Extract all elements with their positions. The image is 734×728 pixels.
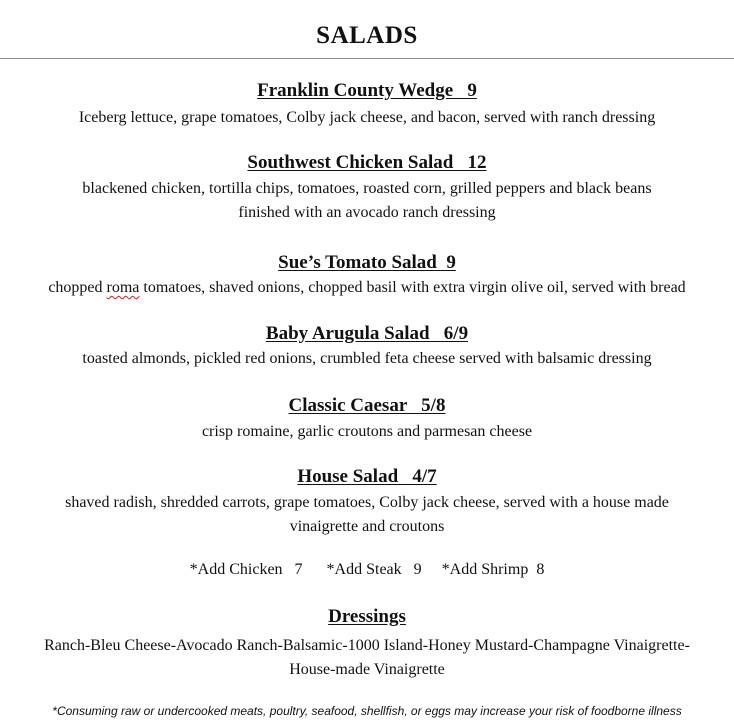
desc-text: chopped	[48, 279, 107, 296]
item-desc-baby-arugula-salad: toasted almonds, pickled red onions, crumbled feta cheese served with balsamic dressing	[82, 350, 652, 367]
foodborne-illness-disclaimer: *Consuming raw or undercooked meats, poultry, seafood, shellfish, or eggs may increase your risk of foodborne illness	[52, 704, 682, 718]
item-desc-southwest-chicken-salad-line1: blackened chicken, tortilla chips, tomatoes, roasted corn, grilled peppers and black beans	[82, 180, 652, 197]
item-desc-southwest-chicken-salad-line2: finished with an avocado ranch dressing	[238, 204, 496, 221]
item-name-house-salad: House Salad 4/7	[297, 466, 437, 487]
item-desc-franklin-county-wedge: Iceberg lettuce, grape tomatoes, Colby jack cheese, and bacon, served with ranch dressing	[78, 109, 656, 126]
title-divider	[0, 58, 734, 59]
dressings-title: Dressings	[328, 606, 406, 627]
item-name-classic-caesar: Classic Caesar 5/8	[288, 395, 446, 416]
item-desc-sues-tomato-salad	[0, 276, 734, 300]
item-desc-house-salad-line2: vinaigrette and croutons	[289, 518, 445, 535]
dressings-line: Ranch-Bleu Cheese-Avocado Ranch-Balsamic-1000 Island-Honey Mustard-Champagne Vinaigrette-	[44, 637, 690, 654]
item-name-baby-arugula-salad: Baby Arugula Salad 6/9	[265, 323, 469, 344]
page-title: SALADS	[316, 22, 418, 49]
item-name-southwest-chicken-salad: Southwest Chicken Salad 12	[247, 152, 487, 173]
spellcheck-word: roma	[106, 279, 140, 296]
item-desc-house-salad-line1: shaved radish, shredded carrots, grape tomatoes, Colby jack cheese, served with a house made	[65, 494, 669, 511]
addons-line: *Add Chicken 7 *Add Steak 9 *Add Shrimp 8	[189, 561, 545, 578]
dressings-list	[0, 634, 734, 682]
item-name-sues-tomato-salad: Sue’s Tomato Salad 9	[278, 252, 456, 273]
desc-text: tomatoes, shaved onions, chopped basil with extra virgin olive oil, served with bread	[139, 279, 686, 296]
item-name-franklin-county-wedge: Franklin County Wedge 9	[257, 80, 477, 101]
item-desc-classic-caesar: crisp romaine, garlic croutons and parmesan cheese	[201, 423, 533, 440]
dressings-line: House-made Vinaigrette	[289, 661, 445, 678]
